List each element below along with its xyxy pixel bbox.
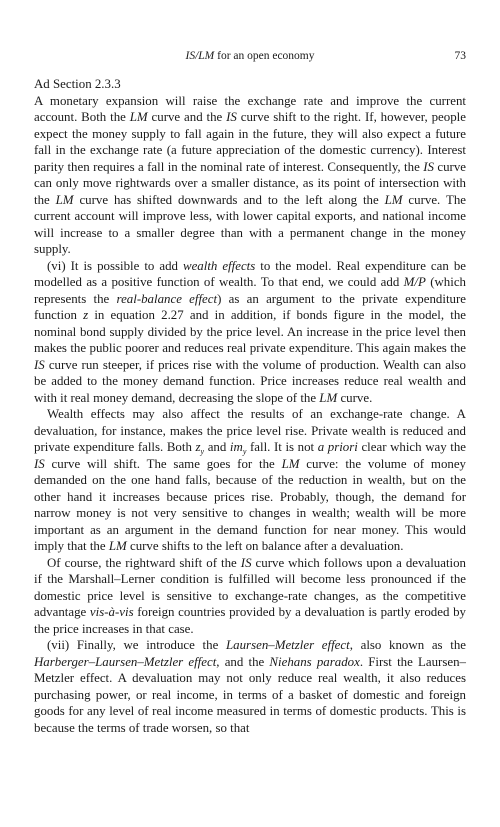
- paragraph-2: (vi) It is possible to add wealth effects to the model. Real expenditure can be modelled as a positive function of wealth. To that end, we could add M/P (which represents the real-balance effect) as an argument to the private expenditure function z in equation 2.27 and in addition, if bonds figure in the model, the nominal bond supply divided by the price level. An increase in the price level then makes the public poorer and reduces real private expenditure. This again makes the IS curve run steeper, if prices rise with the volume of production. Wealth can also be added to the money demand function. Price increases reduce real wealth and with it real money demand, decreasing the slope of the LM curve.: [34, 258, 466, 405]
- running-header: [34, 50, 466, 66]
- page-number: 73: [454, 50, 466, 62]
- paragraph-3: Wealth effects may also affect the results of an exchange-rate change. A devaluation, for instance, makes the price level rise. Private wealth is reduced and private expenditure falls. Both $z_y$ and $im_y$ fall. It is not a priori clear which way the IS curve will shift. The same goes for the LM curve: the volume of money demanded on the one hand falls, because of the reduction in wealth, but on the other hand it increases because prices rise. Probably, though, the demand for narrow money is not very sensitive to changes in wealth; wealth will be more important as an argument in the demand function for near money. This would imply that the LM curve shifts to the left on balance after a devaluation.: [34, 407, 467, 553]
- paragraph-5: (vii) Finally, we introduce the Laursen–Metzler effect, also known as the Harberger–Laursen–Metzler effect, and the Niehans paradox. First the Laursen–Metzler effect. A devaluation may not only reduce real wealth, it also reduces purchasing power, or real income, in terms of a basket of domestic and foreign goods for any level of real income measured in terms of domestic products. This is because the terms of trade worsen, so that: [34, 638, 466, 735]
- paragraph-1: A monetary expansion will raise the exchange rate and improve the current account. Both the LM curve and the IS curve shift to the right. If, however, people expect the money supply to fall again in the future, they will also expect a future fall in the exchange rate (a future appreciation of the domestic currency). Interest parity then requires a fall in the nominal rate of interest. Consequently, the IS curve can only move rightwards over a smaller distance, as its point of intersection with the LM curve has shifted downwards and to the left along the LM curve. The current account will improve less, with lower capital exports, and national income will increase to a smaller degree than with a permanent change in the money supply.: [34, 93, 466, 256]
- running-title: IS/LM for an open economy: [185, 50, 315, 62]
- body-text: [34, 76, 466, 736]
- paragraph-4: Of course, the rightward shift of the IS curve which follows upon a devaluation if the Marshall–Lerner condition is fulfilled will become less pronounced if the domestic price level is sensitive to exchange-rate changes, as the competitive advantage vis-à-vis foreign countries provided by a devaluation is partly eroded by the price increases in that case.: [34, 555, 467, 636]
- section-heading: Ad Section 2.3.3: [34, 77, 121, 91]
